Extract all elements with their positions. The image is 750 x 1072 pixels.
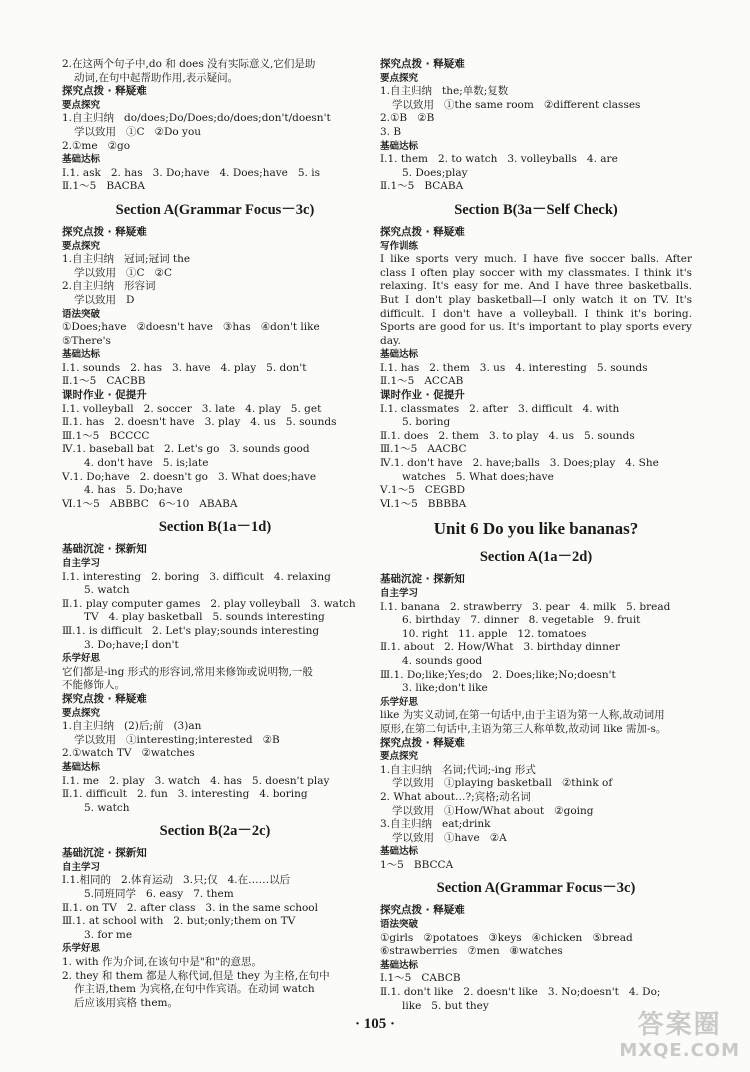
right-column [380, 58, 692, 1013]
subsection-label: 要点探究 [62, 240, 101, 252]
subsection-label: 基础达标 [380, 959, 419, 971]
answer-line: Ⅵ.1～5 ABBBC 6～10 ABABA [62, 497, 238, 510]
answer-line: Ⅰ.1. sounds 2. has 3. have 4. play 5. don't [62, 361, 307, 374]
answer-line: 2. What about…?;宾格;动名词 [380, 790, 531, 803]
subsection-label: 基础达标 [380, 349, 419, 361]
answer-line: 学以致用 ①C ②Do you [74, 125, 202, 138]
module-heading: 探究点拨 · 释疑难 [380, 58, 465, 70]
answer-line: 学以致用 D [74, 293, 135, 306]
subsection-label: 基础达标 [62, 761, 101, 773]
answer-line: Ⅰ.1.相同的 2.体育运动 3.只;仅 4.在……以后 [62, 874, 291, 887]
answer-line: Ⅴ.1～5 CEGBD [380, 484, 466, 497]
answer-line: 1.自主归纳 the;单数;复数 [380, 85, 509, 98]
answer-line: Ⅲ.1. is difficult 2. Let's play;sounds interesting [62, 624, 320, 637]
answer-line: 2.在这两个句子中,do 和 does 没有实际意义,它们是助 [62, 58, 316, 70]
section-title: Section A(Grammar Focus－3c) [115, 201, 315, 218]
answer-line: watches 5. What does;have [402, 470, 554, 483]
subsection-label: 基础达标 [62, 154, 101, 166]
answer-line: 它们都是-ing 形式的形容词,常用来修饰或说明物,一般 [62, 665, 313, 678]
unit-title: Unit 6 Do you like bananas? [433, 519, 639, 539]
answer-line: 5. watch [84, 801, 130, 814]
answer-line: 学以致用 ①the same room ②different classes [392, 98, 641, 111]
answer-line: Ⅱ.1～5 ACCAB [380, 375, 464, 388]
subsection-label: 语法突破 [380, 919, 419, 931]
answer-line: Ⅱ.1. don't like 2. doesn't like 3. No;doesn't 4. Do; [380, 986, 661, 999]
answer-line: Ⅱ.1. has 2. doesn't have 3. play 4. us 5. sounds [62, 416, 337, 429]
answer-line: Ⅰ.1. banana 2. strawberry 3. pear 4. milk 5. bread [380, 600, 671, 613]
answer-line: 1.自主归纳 冠词;冠词 the [62, 253, 191, 266]
answer-line: Ⅱ.1～5 BCABA [380, 180, 464, 193]
answer-line: Ⅰ.1. them 2. to watch 3. volleyballs 4. are [380, 153, 618, 166]
answer-line: 3. for me [84, 928, 133, 941]
subsection-label: 基础达标 [62, 349, 101, 361]
module-heading: 基础沉淀 · 探新知 [380, 573, 465, 586]
answer-line: Ⅰ.1. volleyball 2. soccer 3. late 4. play 5. get [62, 402, 322, 415]
answer-line: Ⅰ.1. interesting 2. boring 3. difficult 4. relaxing [62, 570, 331, 583]
answer-line: ①girls ②potatoes ③keys ④chicken ⑤bread [380, 931, 633, 944]
subsection-label: 要点探究 [62, 99, 101, 111]
answer-line: 动词,在句中起帮助作用,表示疑问。 [74, 71, 239, 84]
left-column [62, 58, 368, 1010]
answer-line: Ⅱ.1～5 CACBB [62, 375, 146, 388]
answer-line: 学以致用 ①have ②A [392, 831, 507, 844]
watermark-logo [619, 1010, 740, 1062]
answer-line: TV 4. play basketball 5. sounds interesting [84, 611, 325, 624]
answer-line: 3.自主归纳 eat;drink [380, 818, 491, 831]
answer-line: Ⅰ.1. has 2. them 3. us 4. interesting 5. sounds [380, 361, 648, 374]
section-title: Section B(1a－1d) [158, 519, 272, 536]
answer-line: 5. watch [84, 584, 130, 597]
answer-line: Ⅳ.1. don't have 2. have;balls 3. Does;play 4. She [380, 457, 659, 470]
answer-line: ⑤There's [62, 334, 111, 347]
answer-line: 不能修饰人。 [62, 679, 125, 692]
page-number: · 105 · [354, 1016, 395, 1032]
answer-line: Ⅰ.1～5 CABCB [380, 972, 461, 985]
answer-line: like 5. but they [402, 999, 489, 1012]
answer-line: 1.自主归纳 do/does;Do/Does;do/does;don't/doesn't [62, 112, 331, 125]
answer-line: 2.①B ②B [380, 112, 435, 125]
section-title: Section B(3a－Self Check) [454, 201, 618, 218]
answer-line: Ⅲ.1～5 BCCCC [62, 429, 150, 442]
subsection-label: 语法突破 [62, 308, 101, 320]
answer-line: ⑥strawberries ⑦men ⑧watches [380, 945, 563, 958]
answer-line: Ⅱ.1. play computer games 2. play volleyball 3. watch [62, 597, 356, 610]
answer-line: 2.①watch TV ②watches [62, 747, 195, 760]
answer-line: Ⅱ.1. difficult 2. fun 3. interesting 4. boring [62, 788, 308, 801]
watermark-url: MXQE.COM [619, 1040, 740, 1061]
answer-line: 作主语,them 为宾格,在句中作宾语。在动词 watch [74, 983, 315, 996]
answer-line: 4. has 5. Do;have [84, 484, 183, 497]
answer-line: 1.自主归纳 (2)后;前 (3)an [62, 720, 202, 733]
module-heading: 课时作业 · 促提升 [380, 389, 465, 402]
subsection-label: 自主学习 [62, 558, 101, 569]
module-heading: 基础沉淀 · 探新知 [62, 847, 147, 860]
answer-line: ①Does;have ②doesn't have ③has ④don't like [62, 321, 320, 334]
module-heading: 探究点拨 · 释疑难 [380, 904, 465, 917]
subsection-label: 要点探究 [62, 707, 101, 719]
answer-line: 学以致用 ①How/What about ②going [392, 804, 594, 817]
answer-line: Ⅰ.1. classmates 2. after 3. difficult 4. with [380, 402, 620, 415]
answer-line: 3. Do;have;I don't [84, 638, 179, 651]
answer-line: 4. don't have 5. is;late [84, 457, 209, 470]
answer-line: Ⅱ.1. about 2. How/What 3. birthday dinner [380, 641, 621, 654]
answer-line: Ⅲ.1. Do;like;Yes;do 2. Does;like;No;doesn't [380, 668, 616, 681]
watermark-text: 答案圈 [637, 1010, 722, 1040]
answer-line: 3. B [380, 125, 402, 138]
answer-line: Ⅰ.1. ask 2. has 3. Do;have 4. Does;have 5. is [62, 166, 320, 179]
answer-line: 5. boring [402, 416, 451, 429]
answer-line: like 为实义动词,在第一句话中,由于主语为第一人称,故动词用 [380, 709, 665, 722]
subsection-label: 自主学习 [62, 861, 101, 873]
answer-line: 10. right 11. apple 12. tomatoes [402, 627, 587, 640]
section-title: Section B(2a－2c) [159, 823, 271, 840]
answer-line: 3. like;don't like [402, 682, 488, 695]
subsection-label: 要点探究 [380, 72, 419, 84]
answer-line: 2.①me ②go [62, 139, 131, 152]
module-heading: 探究点拨 · 释疑难 [62, 692, 147, 705]
answer-line: Ⅲ.1. at school with 2. but;only;them on TV [62, 915, 296, 928]
answer-line: 1～5 BBCCA [380, 858, 454, 871]
subsection-label: 基础达标 [380, 846, 419, 858]
answer-line: Ⅱ.1～5 BACBA [62, 180, 145, 193]
module-heading: 探究点拨 · 释疑难 [62, 85, 147, 98]
answer-line: 学以致用 ①playing basketball ②think of [392, 777, 613, 790]
subsection-label: 自主学习 [380, 588, 419, 599]
answer-line: 后应该用宾格 them。 [74, 996, 178, 1009]
answer-line: Ⅵ.1～5 BBBBA [380, 497, 467, 510]
subsection-label: 基础达标 [380, 140, 419, 152]
answer-line: Ⅲ.1～5 AACBC [380, 443, 467, 456]
writing-sample: I like sports very much. I have five soccer balls. After class I often play soccer with my classmates. I think it's relaxing. It's easy for me. And I have three basketballs. But I don't play basketball—I only watch it on TV. It's difficult. I don't have a volleyball. I think it's boring. Sports are good for us. It's important to play sports every day. [380, 253, 692, 347]
answer-line: Ⅳ.1. baseball bat 2. Let's go 3. sounds good [62, 443, 310, 456]
subsection-label: 要点探究 [380, 751, 419, 763]
module-heading: 课时作业 · 促提升 [62, 389, 147, 402]
answer-line: 学以致用 ①C ②C [74, 266, 173, 279]
answer-line: 4. sounds good [402, 654, 483, 667]
subsection-label: 乐学好思 [62, 653, 101, 665]
answer-line: 2.自主归纳 形容词 [62, 280, 156, 293]
module-heading: 基础沉淀 · 探新知 [62, 543, 147, 556]
module-heading: 探究点拨 · 释疑难 [380, 736, 465, 749]
answer-line: 1.自主归纳 名词;代词;-ing 形式 [380, 763, 536, 776]
answer-line: Ⅱ.1. on TV 2. after class 3. in the same school [62, 901, 318, 914]
answer-line: 学以致用 ①interesting;interested ②B [74, 733, 280, 746]
answer-line: 原形,在第二句话中,主语为第三人称单数,故动词 like 需加-s。 [380, 722, 667, 735]
subsection-label: 乐学好思 [380, 696, 419, 708]
answer-line: Ⅰ.1. me 2. play 3. watch 4. has 5. doesn't play [62, 774, 330, 787]
subsection-label: 乐学好思 [62, 943, 101, 955]
section-title: Section A(1a－2d) [479, 549, 593, 566]
answer-line: 5. Does;play [402, 166, 468, 179]
module-heading: 探究点拨 · 释疑难 [380, 225, 465, 238]
answer-line: Ⅴ.1. Do;have 2. doesn't go 3. What does;have [62, 470, 317, 483]
module-heading: 探究点拨 · 释疑难 [62, 225, 147, 238]
answer-line: Ⅱ.1. does 2. them 3. to play 4. us 5. sounds [380, 429, 635, 442]
answer-line: 6. birthday 7. dinner 8. vegetable 9. fruit [402, 614, 641, 627]
section-title: Section A(Grammar Focus－3c) [436, 880, 636, 897]
answer-line: 5.同班同学 6. easy 7. them [84, 888, 234, 901]
subsection-label: 写作训练 [380, 240, 419, 252]
answer-line: 1. with 作为介词,在该句中是"和"的意思。 [62, 956, 263, 969]
answer-line: 2. they 和 them 都是人称代词,但是 they 为主格,在句中 [62, 969, 330, 982]
